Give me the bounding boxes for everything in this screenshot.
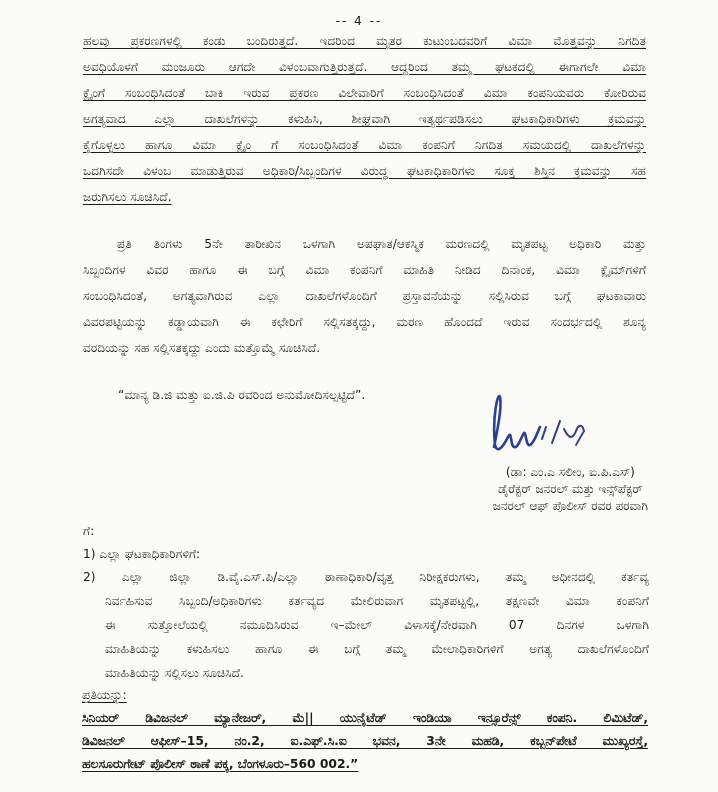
paragraph-line: ಪ್ರತಿ ತಿಂಗಳು 5ನೇ ತಾರೀಖಿನ ಒಳಗಾಗಿ ಅಪಘಾತ/ಆಕಸ್ಮಿಕ ಮರಣದಲ್ಲಿ ಮೃತಪಟ್ಟ ಅಧಿಕಾರಿ ಮತ್ತು bbox=[117, 237, 646, 251]
recipient-line: ನಿರ್ವಹಿಸುವ ಸಿಬ್ಬಂದಿ/ಅಧಿಕಾರಿಗಳು ಕರ್ತವ್ಯದ ಮೇಲಿರುವಾಗ ಮೃತಪಟ್ಟಲ್ಲಿ, ತಕ್ಷಣವೇ ವಿಮಾ ಕಂಪನಿಗೆ bbox=[105, 594, 649, 608]
copy-line: ಸಿನಿಯರ್ ಡಿವಿಜನಲ್ ಮ್ಯಾನೇಜರ್, ಮೆ|| ಯುನೈಟೆಡ್ ಇಂಡಿಯಾ ಇನ್ಸೂರೆನ್ಸ್ ಕಂಪನಿ. ಲಿಮಿಟೆಡ್, bbox=[82, 711, 648, 725]
paragraph-line: ಕ್ಲೈಂಗೆ ಸಂಬಂಧಿಸಿದಂತೆ ಬಾಕಿ ಇರುವ ಪ್ರಕರಣ ವಿಲೇವಾರಿಗೆ ಸಂಬಂಧಿಸಿದಂತೆ ವಿಮಾ ಕಂಪನಿಯವರು ಕೋರಿರುವ bbox=[83, 86, 646, 100]
paragraph-line: ವರದಿಯನ್ನು ಸಹ ಸಲ್ಲಿಸತಕ್ಕದ್ದು ಎಂದು ಮತ್ತೊಮ್ಮೆ ಸೂಚಿಸಿದೆ. bbox=[83, 341, 321, 355]
approval-note: “ಮಾನ್ಯ ಡಿ.ಜಿ ಮತ್ತು ಐ.ಜಿ.ಪಿ ರವರಿಂದ ಅನುಮೋದಿಸಲ್ಪಟ್ಟಿದೆ”. bbox=[118, 388, 366, 402]
paragraph-line: ಸಂಬಂಧಿಸಿದಂತೆ, ಅಗತ್ಯವಾಗಿರುವ ಎಲ್ಲಾ ದಾಖಲೆಗಳೊಂದಿಗೆ ಪ್ರಸ್ತಾವನೆಯನ್ನು ಸಲ್ಲಿಸಿರುವ ಬಗ್ಗೆ ಘಟಕಾವಾರು bbox=[83, 289, 646, 303]
paragraph-line: ಕೈಗೊಳ್ಳಲು ಹಾಗೂ ವಿಮಾ ಕ್ಲೈಂ ಗೆ ಸಂಬಂಧಿಸಿದಂತೆ ವಿಮಾ ಕಂಪನಿಗೆ ನಿಗದಿತ ಸಮಯದಲ್ಲಿ ದಾಖಲೆಗಳನ್ನು bbox=[83, 138, 646, 152]
copy-line: ಹಲಸೂರುಗೇಟ್ ಪೊಲೀಸ್ ಠಾಣೆ ಪಕ್ಕ, ಬೆಂಗಳೂರು–560 002.” bbox=[82, 757, 359, 771]
signatory-on-behalf: ಜನರಲ್ ಆಫ್ ಪೊಲೀಸ್ ರವರ ಪರವಾಗಿ bbox=[492, 499, 648, 513]
recipient-item: 1) ಎಲ್ಲಾ ಘಟಕಾಧಿಕಾರಿಗಳಿಗೆ: bbox=[83, 547, 201, 561]
recipient-line: ಮಾಹಿತಿಯನ್ನು ಕಳುಹಿಸಲು ಹಾಗೂ ಈ ಬಗ್ಗೆ ತಮ್ಮ ಮೇಲಾಧಿಕಾರಿಗಳಿಗೆ ಅಗತ್ಯ ದಾಖಲೆಗಳೊಂದಿಗೆ bbox=[105, 642, 649, 656]
paragraph-line: ಅಗತ್ಯವಾದ ಎಲ್ಲಾ ದಾಖಲೆಗಳನ್ನು ಕಳುಹಿಸಿ, ಶೀಘ್ರವಾಗಿ ಇತ್ಯರ್ಥಪಡಿಸಲು ಘಟಕಾಧಿಕಾರಿಗಳು ಕ್ರಮವನ್ನು bbox=[83, 112, 646, 126]
paragraph-line: ವಿವರಪಟ್ಟಿಯನ್ನು ಕಡ್ಡಾಯವಾಗಿ ಈ ಕಛೇರಿಗೆ ಸಲ್ಲಿಸತಕ್ಕದ್ದು, ಮರಣ ಹೊಂದದೆ ಇರುವ ಸಂದರ್ಭದಲ್ಲಿ ಶೂನ್ಯ bbox=[83, 315, 646, 329]
copy-line: ಡಿವಿಜನಲ್ ಆಫೀಸ್–15, ನಂ.2, ಐ.ಎಫ್.ಸಿ.ಐ ಭವನ, 3ನೇ ಮಹಡಿ, ಕಬ್ಬನ್‌ಪೇಟೆ ಮುಖ್ಯರಸ್ತೆ, bbox=[82, 734, 648, 748]
signature-scribble bbox=[480, 387, 600, 467]
recipient-item: 2) ಎಲ್ಲಾ ಜಿಲ್ಲಾ ಡಿ.ವೈ.ಎಸ್.ಪಿ/ಎಲ್ಲಾ ಠಾಣಾಧಿಕಾರಿ/ವೃತ್ತ ನಿರೀಕ್ಷಕರುಗಳು, ತಮ್ಮ ಅಧೀನದಲ್ಲಿ ಕರ್ತವ್ಯ bbox=[83, 570, 649, 584]
paragraph-line: ಸಿಬ್ಬಂದಿಗಳ ವಿವರ ಹಾಗೂ ಈ ಬಗ್ಗೆ ವಿಮಾ ಕಂಪನಿಗೆ ಮಾಹಿತಿ ನೀಡಿದ ದಿನಾಂಕ, ವಿಮಾ ಕ್ಲೈಮ್‌ಗಳಿಗೆ bbox=[83, 263, 646, 277]
recipient-line: ಮಾಹಿತಿಯನ್ನು ಸಲ್ಲಿಸಲು ಸೂಚಿಸಿದೆ. bbox=[105, 666, 244, 680]
signatory-designation: ಡೈರೆಕ್ಟರ್ ಜನರಲ್ ಮತ್ತು ಇನ್ಸ್‌ಪೆಕ್ಟರ್ bbox=[498, 482, 643, 496]
signatory-block bbox=[493, 464, 648, 515]
recipient-line: ಈ ಸುತ್ತೋಲೆಯಲ್ಲಿ ನಮೂದಿಸಿರುವ ಇ–ಮೇಲ್ ವಿಳಾಸಕ್ಕೆ/ನೇರವಾಗಿ 07 ದಿನಗಳ ಒಳಗಾಗಿ bbox=[105, 618, 649, 632]
to-label: ಗೆ: bbox=[83, 524, 95, 538]
paragraph-line: ಒದಗಿಸದೇ ವಿಳಂಬ ಮಾಡುತ್ತಿರುವ ಅಧಿಕಾರಿ/ಸಿಬ್ಬಂದಿಗಳ ವಿರುದ್ಧ ಘಟಕಾಧಿಕಾರಿಗಳು ಸೂಕ್ತ ಶಿಸ್ತಿನ ಕ್ರಮವನ್ನು ಸಹ bbox=[83, 164, 646, 178]
signatory-name: (ಡಾ: ಎಂ.ಎ ಸಲೀಂ, ಐ.ಪಿ.ಎಸ್) bbox=[505, 465, 635, 479]
page-number: -- 4 -- bbox=[335, 14, 383, 28]
copy-label: ಪ್ರತಿಯನ್ನು: bbox=[82, 688, 127, 702]
paragraph-line: ಹಲವು ಪ್ರಕರಣಗಳಲ್ಲಿ ಕಂಡು ಬಂದಿರುತ್ತದೆ. ಇದರಿಂದ ಮೃತರ ಕುಟುಂಬದವರಿಗೆ ವಿಮಾ ಮೊತ್ತವನ್ನು ನಿಗದಿತ bbox=[83, 34, 646, 48]
paragraph-line: ಅವಧಿಯೊಳಗೆ ಮಂಜೂರು ಆಗದೇ ವಿಳಂಬವಾಗುತ್ತಿರುತ್ತದೆ. ಆದ್ದರಿಂದ ತಮ್ಮ ಘಟಕದಲ್ಲಿ ಈಗಾಗಲೇ ವಿಮಾ bbox=[83, 60, 646, 74]
paragraph-line: ಜರುಗಿಸಲು ಸೂಚಿಸಿದೆ. bbox=[83, 190, 172, 204]
